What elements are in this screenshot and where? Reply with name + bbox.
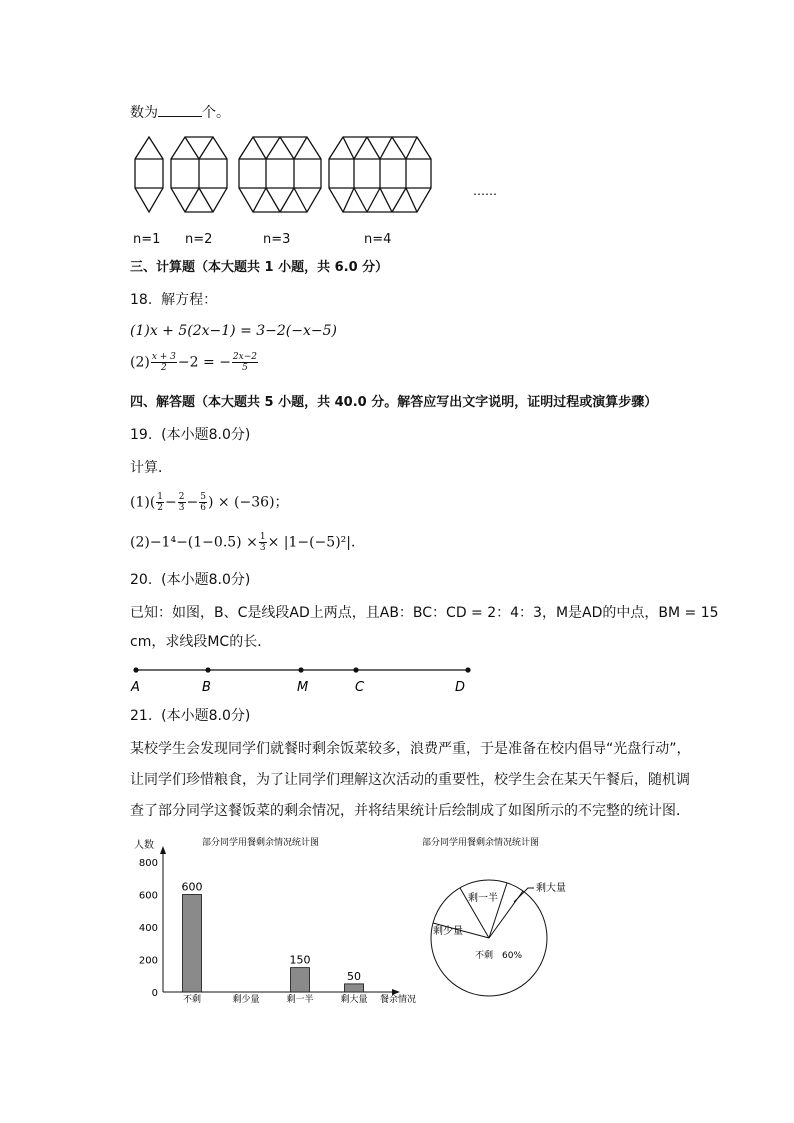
y-axis-arrow	[160, 846, 166, 854]
q20-score: (本小题8.0分)	[161, 572, 251, 588]
pattern-n4	[329, 137, 431, 212]
q18-eq2-frac2	[232, 352, 258, 373]
pattern-n1	[135, 137, 163, 212]
q18-eq1: (1)x + 5(2x−1) = 3−2(−x−5)	[130, 323, 337, 339]
x-axis-label: 餐余情况	[380, 995, 417, 1005]
q19-p2-suffix: × |1−(−5)²|．	[267, 534, 365, 551]
y-tick-label: 0	[151, 988, 158, 999]
q19-p2-prefix: (2)−1⁴−(1−0.5) ×	[130, 534, 258, 551]
q20-header	[130, 570, 250, 590]
frac-num: 1	[259, 532, 266, 542]
pie-label-little: 剩少量	[433, 926, 463, 937]
frac-1-3	[259, 532, 267, 553]
y-tick-label: 400	[138, 923, 158, 934]
q18-number: 18.	[130, 292, 153, 308]
pie-label-half: 剩一半	[468, 893, 498, 904]
frac-den: 3	[178, 503, 185, 513]
q21-score: (本小题8.0分)	[161, 708, 251, 724]
point-c	[353, 667, 358, 672]
q19-p1-suffix: ) × (−36)；	[207, 494, 289, 511]
pie-chart	[420, 830, 580, 1005]
frac-den: 5	[242, 363, 248, 373]
pattern-label-n1: n=1	[133, 232, 161, 247]
segment-figure	[125, 660, 485, 696]
bar-value-label: 50	[347, 969, 361, 983]
category-label: 不剩	[182, 995, 202, 1005]
q20-number: 20.	[130, 572, 153, 588]
q21-number: 21.	[130, 708, 153, 724]
bar-chart-title: 部分同学用餐剩余情况统计图	[202, 838, 320, 848]
q18-eq2-mid: −2 = −	[177, 354, 231, 371]
section4-title: 四、解答题（本大题共 5 小题，共 40.0 分。解答应写出文字说明，证明过程或演算步骤）	[130, 395, 658, 410]
point-a	[133, 667, 138, 672]
pie-label-large: 剩大量	[536, 883, 566, 894]
frac-2-3	[178, 492, 186, 513]
frac-num: 2x−2	[232, 352, 257, 362]
frac-num: 1	[157, 492, 164, 502]
y-tick-label: 600	[138, 890, 158, 902]
y-axis-label: 人数	[134, 840, 154, 851]
frac-5-6	[199, 492, 207, 513]
pattern-n3	[239, 137, 321, 212]
category-label: 剩一半	[286, 995, 314, 1005]
frac-num: 2	[178, 492, 185, 502]
label-d: D	[455, 680, 466, 695]
category-label: 剩少量	[232, 995, 260, 1005]
label-a: A	[131, 680, 140, 695]
bar-chart	[130, 830, 430, 1010]
section3-title: 三、计算题（本大题共 1 小题，共 6.0 分）	[130, 260, 389, 275]
q21-line2: 让同学们珍惜粮食，为了让同学们理解这次活动的重要性，校学生会在某天午餐后，随机调	[130, 772, 690, 788]
pattern-label-n4: n=4	[364, 232, 392, 247]
pattern-label-n2: n=2	[185, 232, 213, 247]
q18-eq2	[130, 352, 259, 373]
pie-label-none: 不剩 60%	[475, 951, 523, 961]
frac-den: 3	[259, 543, 266, 553]
q19-instruction: 计算．	[130, 460, 172, 476]
category-label: 剩大量	[340, 995, 368, 1005]
label-m: M	[297, 680, 309, 695]
bar-2	[291, 968, 310, 992]
bar-0	[183, 895, 202, 993]
q20-line1: 已知：如图，B、C是线段AD上两点，且AB：BC：CD = 2：4：3，M是AD的中点，BM = 15	[130, 605, 719, 621]
q19-score: (本小题8.0分)	[161, 427, 251, 443]
q21-header	[130, 706, 250, 726]
pattern-label-n3: n=3	[263, 232, 291, 247]
q18-title: 解方程：	[161, 292, 218, 308]
frac-den: 6	[200, 503, 206, 513]
frac-num: x + 3	[151, 352, 176, 362]
point-m	[298, 667, 303, 672]
q21-line1: 某校学生会发现同学们就餐时剩余饭菜较多，浪费严重，于是准备在校内倡导“光盘行动”，	[130, 741, 691, 757]
q19-number: 19.	[130, 427, 153, 443]
frac-num: 5	[200, 492, 206, 502]
q21-line3: 查了部分同学这餐饭菜的剩余情况，并将结果统计后绘制成了如图所示的不完整的统计图．	[130, 803, 690, 819]
frac-den: 2	[161, 363, 167, 373]
q18-eq2-prefix: (2)	[130, 354, 150, 371]
label-c: C	[355, 680, 365, 695]
frac-den: 2	[157, 503, 164, 513]
label-b: B	[202, 680, 211, 695]
bar-3	[345, 984, 364, 992]
pie-chart-title: 部分同学用餐剩余情况统计图	[422, 838, 540, 848]
q20-line2: cm，求线段MC的长．	[130, 634, 272, 650]
q18-eq2-frac1	[151, 352, 177, 373]
q19-header	[130, 425, 250, 445]
q19-p1-prefix: (1)(	[130, 494, 156, 511]
y-tick-label: 800	[138, 858, 158, 869]
point-b	[205, 667, 210, 672]
bar-value-label: 600	[181, 880, 203, 894]
pattern-ellipsis: ……	[473, 184, 497, 198]
point-d	[465, 667, 470, 672]
y-tick-label: 200	[138, 955, 158, 967]
answer-blank	[158, 102, 202, 117]
frac-1-2	[156, 492, 164, 513]
q19-part1: (1)( $\frac{1}{2}$ − $\frac{2}{3}$ − $\frac{5}{6}$ ) × (−36)；	[130, 492, 289, 513]
q19-part2	[130, 532, 365, 553]
q17-suffix: 个。	[202, 105, 230, 121]
q17-prefix: 数为	[130, 105, 158, 121]
pattern-n2	[171, 137, 227, 212]
pattern-figure	[120, 125, 520, 255]
bar-value-label: 150	[289, 953, 311, 967]
q17-tail	[130, 102, 230, 123]
q18-header	[130, 290, 217, 310]
